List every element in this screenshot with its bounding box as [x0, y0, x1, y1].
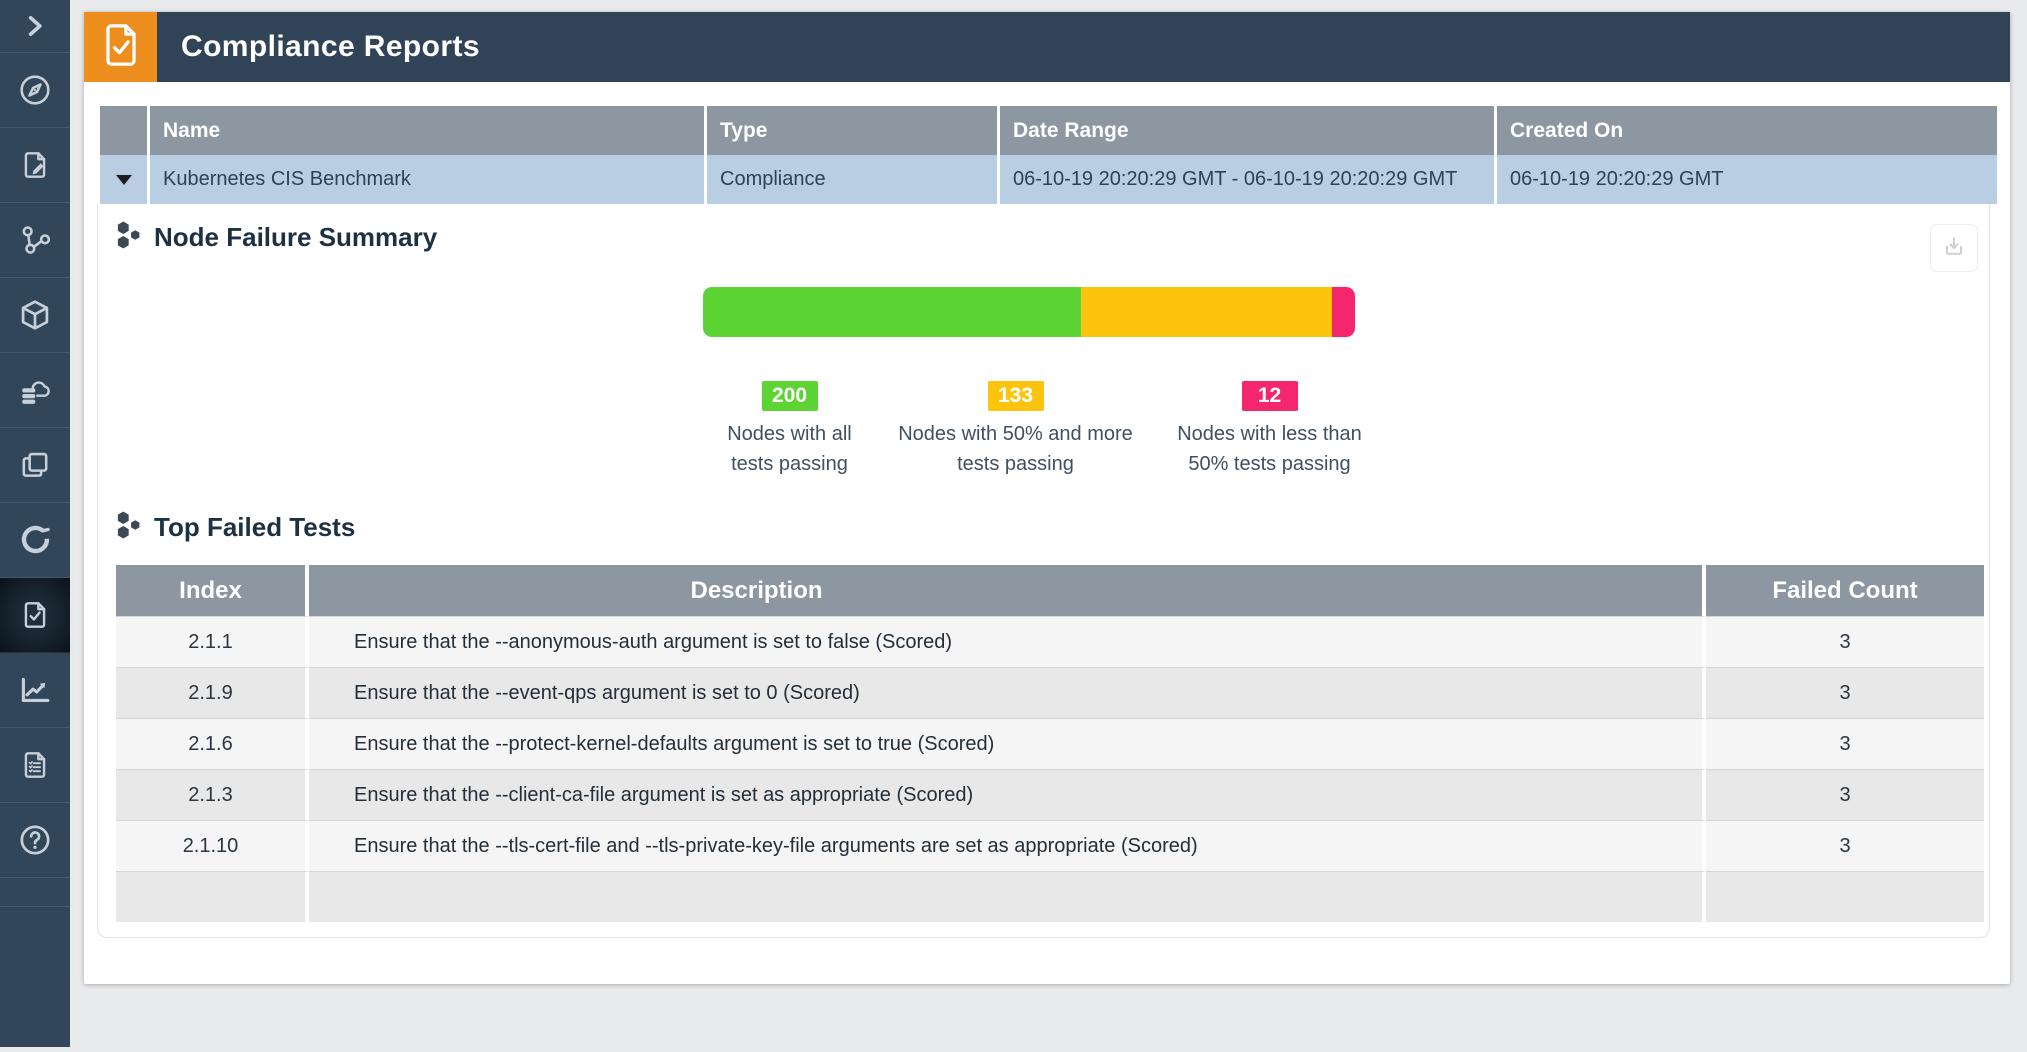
network-graph-icon: [19, 224, 51, 256]
legend-item-1: [896, 381, 1136, 479]
sidebar-item-registries[interactable]: [0, 353, 70, 428]
failed-test-description: Ensure that the --protect-kernel-defaults argument is set to true (Scored): [309, 718, 1706, 769]
title-bar: [84, 12, 2010, 82]
download-button[interactable]: [1930, 224, 1978, 272]
failed-test-row-2.1.3: [116, 769, 1984, 820]
sidebar-item-namespaces[interactable]: [0, 428, 70, 503]
sidebar-item-assets[interactable]: [0, 278, 70, 353]
failed-test-description: [309, 871, 1706, 922]
circular-arrow-icon: [18, 523, 52, 557]
sidebar-item-compliance[interactable]: [0, 578, 70, 653]
reports-header-date-range: Date Range: [1000, 106, 1497, 155]
failed-test-row-2.1.1: [116, 616, 1984, 667]
failed-test-index: 2.1.1: [116, 616, 309, 667]
failed-test-row-2.1.9: [116, 667, 1984, 718]
report-row-name[interactable]: Kubernetes CIS Benchmark: [150, 155, 707, 204]
title-bar-background: [157, 12, 2010, 82]
report-row-type[interactable]: Compliance: [707, 155, 1000, 204]
legend-value-badge: 133: [988, 381, 1044, 411]
node-failure-stacked-bar: [703, 287, 1355, 337]
compliance-reports-card: [84, 12, 2010, 984]
failed-test-description: Ensure that the --event-qps argument is set to 0 (Scored): [309, 667, 1706, 718]
hexagon-cluster-icon: [116, 220, 142, 255]
sidebar-item-expand-sidebar[interactable]: [0, 0, 70, 53]
node-failure-legend: [98, 381, 1989, 479]
sidebar: [0, 0, 70, 1047]
failed-header-count: Failed Count: [1706, 565, 1984, 616]
failed-test-description: Ensure that the --tls-cert-file and --tls-private-key-file arguments are set as appropriate (Scored): [309, 820, 1706, 871]
report-row-date-range[interactable]: 06-10-19 20:20:29 GMT - 06-10-19 20:20:29 GMT: [1000, 155, 1497, 204]
legend-item-2: [1156, 381, 1384, 479]
failed-test-description: Ensure that the --client-ca-file argument is set as appropriate (Scored): [309, 769, 1706, 820]
failed-test-index: [116, 871, 309, 922]
failed-header-description: Description: [309, 565, 1706, 616]
sidebar-divider: [0, 878, 70, 907]
reports-header-name: Name: [150, 106, 707, 155]
report-row-expander[interactable]: [100, 155, 150, 204]
legend-caption: Nodes with all tests passing: [727, 423, 852, 475]
document-edit-icon: [19, 149, 51, 181]
reports-table: [100, 106, 1997, 204]
legend-caption: Nodes with less than 50% tests passing: [1177, 423, 1362, 475]
failed-test-count: 3: [1706, 820, 1984, 871]
failed-test-row-2.1.10: [116, 820, 1984, 871]
sidebar-item-dashboard[interactable]: [0, 53, 70, 128]
bar-segment-0: [703, 287, 1081, 337]
bar-segment-1: [1081, 287, 1332, 337]
page-title: Compliance Reports: [181, 30, 480, 63]
failed-test-count: 3: [1706, 718, 1984, 769]
failed-test-description: Ensure that the --anonymous-auth argument is set to false (Scored): [309, 616, 1706, 667]
failed-test-index: 2.1.6: [116, 718, 309, 769]
document-list-icon: [19, 749, 51, 781]
hexagon-cluster-icon: [116, 510, 142, 545]
reports-header-expander: [100, 106, 150, 155]
failed-test-count: 3: [1706, 616, 1984, 667]
failed-test-count: [1706, 871, 1984, 922]
failed-test-index: 2.1.3: [116, 769, 309, 820]
bar-segment-2: [1332, 287, 1355, 337]
line-chart-icon: [18, 673, 52, 707]
download-icon: [1941, 234, 1967, 263]
cloud-database-icon: [18, 373, 52, 407]
top-failed-tests-table: [116, 565, 1984, 922]
sidebar-item-security-events[interactable]: [0, 653, 70, 728]
section-title-node-failure-summary: Node Failure Summary: [154, 222, 438, 252]
sidebar-item-notifications[interactable]: [0, 728, 70, 803]
chevron-right-icon: [22, 13, 48, 39]
reports-header-type: Type: [707, 106, 1000, 155]
sidebar-item-policy[interactable]: [0, 128, 70, 203]
compass-icon: [18, 73, 52, 107]
report-row-created-on[interactable]: 06-10-19 20:20:29 GMT: [1497, 155, 1997, 204]
document-check-icon: [98, 19, 144, 76]
cube-icon: [18, 298, 52, 332]
failed-test-empty-row: [116, 871, 1984, 922]
legend-caption: Nodes with 50% and more tests passing: [898, 423, 1133, 475]
legend-item-0: [704, 381, 876, 479]
document-check-icon: [19, 599, 51, 631]
node-failure-summary-header: [116, 220, 437, 255]
legend-value-badge: 200: [762, 381, 818, 411]
failed-test-count: 3: [1706, 769, 1984, 820]
failed-header-index: Index: [116, 565, 309, 616]
failed-test-index: 2.1.9: [116, 667, 309, 718]
layers-icon: [19, 449, 51, 481]
compliance-report-icon-box: [84, 12, 157, 82]
reports-header-created-on: Created On: [1497, 106, 1997, 155]
help-circle-icon: [18, 823, 52, 857]
failed-test-row-2.1.6: [116, 718, 1984, 769]
failed-test-count: 3: [1706, 667, 1984, 718]
sidebar-item-risk-reports[interactable]: [0, 503, 70, 578]
section-title-top-failed-tests: Top Failed Tests: [154, 512, 356, 542]
legend-value-badge: 12: [1242, 381, 1298, 411]
sidebar-item-network-activity[interactable]: [0, 203, 70, 278]
collapse-triangle-icon: [116, 175, 132, 185]
report-detail-panel: [97, 204, 1990, 938]
failed-tests-header-row: [116, 565, 1984, 616]
failed-test-index: 2.1.10: [116, 820, 309, 871]
sidebar-item-help[interactable]: [0, 803, 70, 878]
top-failed-tests-header: [116, 510, 355, 545]
